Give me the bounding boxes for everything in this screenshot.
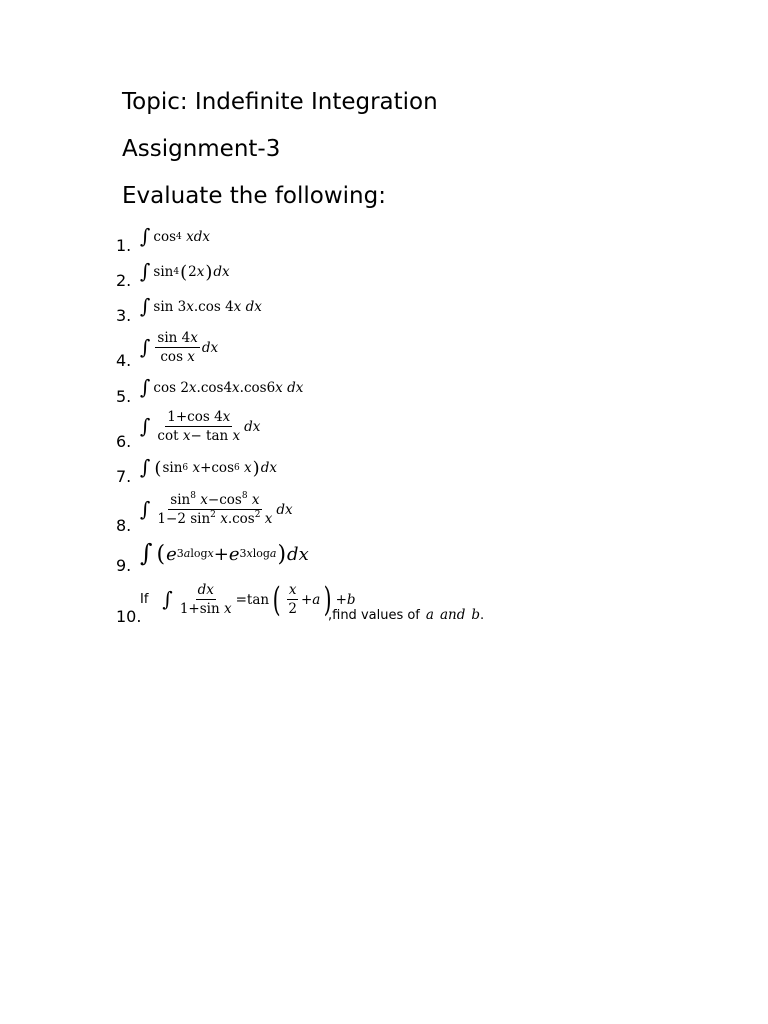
math-expression: ∫ $\frac{1+\cos 4x}{\text{cot x− tan x}}$ dx xyxy=(140,409,261,444)
problem-number: 3. xyxy=(116,306,132,325)
problem-number: 7. xyxy=(116,467,132,486)
math-expression: ∫ $\frac{\sin 4x}{\text{cos x}}$ dx xyxy=(140,330,219,365)
page-title: Topic: Indefinite Integration xyxy=(122,89,438,115)
problem-number: 5. xyxy=(116,387,132,406)
math-expression: ∫ cos 2 x .cos4 x .cos6 x dx xyxy=(140,375,304,399)
math-expression: ∫ ( sin 6 x +cos 6 x ) dx xyxy=(140,455,277,479)
if-text: If xyxy=(140,592,149,607)
math-expression: ∫ ( e 3alogx + e 3xloga ) dx xyxy=(140,539,309,567)
math-expression: ∫ sin 4 ( 2 x ) dx xyxy=(140,259,230,283)
assignment-label: Assignment-3 xyxy=(122,136,281,162)
problem-number: 1. xyxy=(116,236,132,255)
find-values-text: ,find values of a and b . xyxy=(328,607,485,623)
problem-number: 8. xyxy=(116,516,132,535)
problem-number: 4. xyxy=(116,351,132,370)
problem-number: 9. xyxy=(116,556,132,575)
problem-number: 6. xyxy=(116,432,132,451)
math-expression: ∫ cos 4 xdx xyxy=(140,224,210,248)
instruction-text: Evaluate the following: xyxy=(122,183,386,209)
problem-number: 10. xyxy=(116,607,142,626)
math-expression: If ∫ $\frac{dx}{\text{1+sin x}}$ =tan ( $\frac{x}{2}$ + a ) + b xyxy=(140,579,356,620)
math-expression: ∫ $\frac{\sin^8 x-\cos^8 x}{1-2 \sin^2 x.\cos^2 x}$ dx xyxy=(140,491,293,527)
problem-number: 2. xyxy=(116,271,132,290)
math-expression: ∫ sin 3 x .cos 4 x dx xyxy=(140,294,262,318)
